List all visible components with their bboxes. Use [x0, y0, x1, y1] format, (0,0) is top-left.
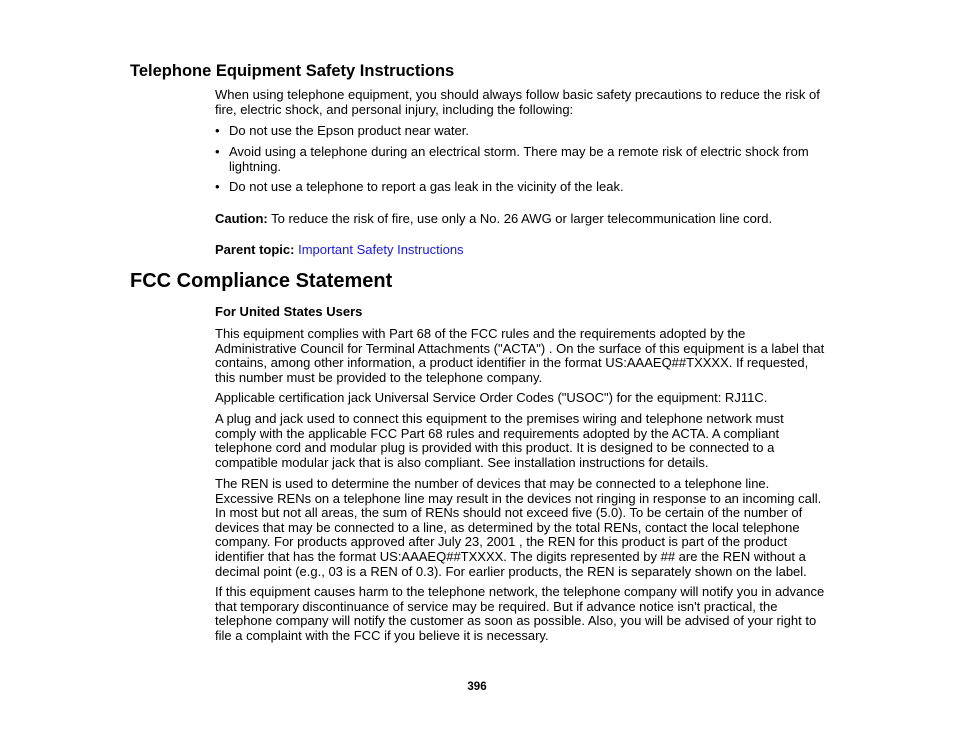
fcc-paragraph: Applicable certification jack Universal Service Order Codes ("USOC") for the equipment: RJ11C. [215, 390, 768, 405]
fcc-paragraph: This equipment complies with Part 68 of the FCC rules and the requirements adopted by the Administrative Council for Terminal Attachments ("ACTA") . On the surface of this equipment is a label that contains, among other information, a product identifier in the format US:AAAEQ##TXXXX. If requested, this number must be provided to the telephone company. [215, 326, 825, 385]
bullet-item: • Avoid using a telephone during an electrical storm. There may be a remote risk of electric shock from lightning. [215, 145, 825, 174]
fcc-subheading-block [215, 305, 825, 320]
subheading-us-users: For United States Users [215, 304, 363, 319]
bullet-item: • Do not use a telephone to report a gas leak in the vicinity of the leak. [215, 180, 825, 195]
parent-topic [215, 243, 825, 258]
caution-label: Caution: [215, 211, 268, 226]
page-number: 396 [467, 681, 487, 693]
fcc-paragraph-3-block [215, 412, 825, 470]
caution-text: To reduce the risk of fire, use only a No. 26 AWG or larger telecommunication line cord. [267, 211, 773, 226]
bullet-item: • Do not use the Epson product near water. [215, 124, 825, 139]
important-safety-instructions-link[interactable]: Important Safety Instructions [298, 242, 464, 257]
intro-paragraph: When using telephone equipment, you should always follow basic safety precautions to reduce the risk of fire, electric shock, and personal injury, including the following: [215, 87, 820, 117]
parent-topic-label: Parent topic: [215, 242, 295, 257]
fcc-paragraph-2-block [215, 391, 825, 406]
safety-bullet-list [215, 124, 825, 139]
safety-bullet-list-2 [215, 145, 825, 174]
caution-paragraph [215, 212, 825, 227]
fcc-paragraph: A plug and jack used to connect this equipment to the premises wiring and telephone network must comply with the applicable FCC Part 68 rules and requirements adopted by the ACTA. A compliant telephone cord and modular plug is provided with this product. It is designed to be connected to a compatible modular jack that is also compliant. See installation instructions for details. [215, 411, 784, 470]
telephone-safety-intro-block [215, 88, 825, 117]
fcc-paragraph-1-block [215, 327, 825, 385]
section-heading-fcc: FCC Compliance Statement [130, 270, 393, 292]
safety-bullet-list-3 [215, 180, 825, 195]
section-heading-telephone-safety: Telephone Equipment Safety Instructions [130, 62, 455, 80]
caution-note [215, 212, 825, 227]
fcc-paragraph-4-block [215, 477, 825, 579]
fcc-paragraph: If this equipment causes harm to the telephone network, the telephone company will notify you in advance that temporary discontinuance of service may be required. But if advance notice isn't practical, the telephone company will notify the customer as soon as possible. Also, you will be advised of your right to file a complaint with the FCC if you believe it is necessary. [215, 584, 825, 643]
fcc-paragraph-5-block [215, 585, 825, 643]
parent-topic-paragraph [215, 243, 825, 258]
fcc-paragraph: The REN is used to determine the number of devices that may be connected to a telephone line. Excessive RENs on a telephone line may result in the devices not ringing in response to an incoming call. In most but not all areas, the sum of RENs should not exceed five (5.0). To be certain of the number of devices that may be connected to a line, as determined by the total RENs, contact the local telephone company. For products approved after July 23, 2001 , the REN for this product is part of the product identifier that has the format US:AAAEQ##TXXXX. The digits represented by ## are the REN without a decimal point (e.g., 03 is a REN of 0.3). For earlier products, the REN is separately shown on the label. [215, 476, 822, 579]
